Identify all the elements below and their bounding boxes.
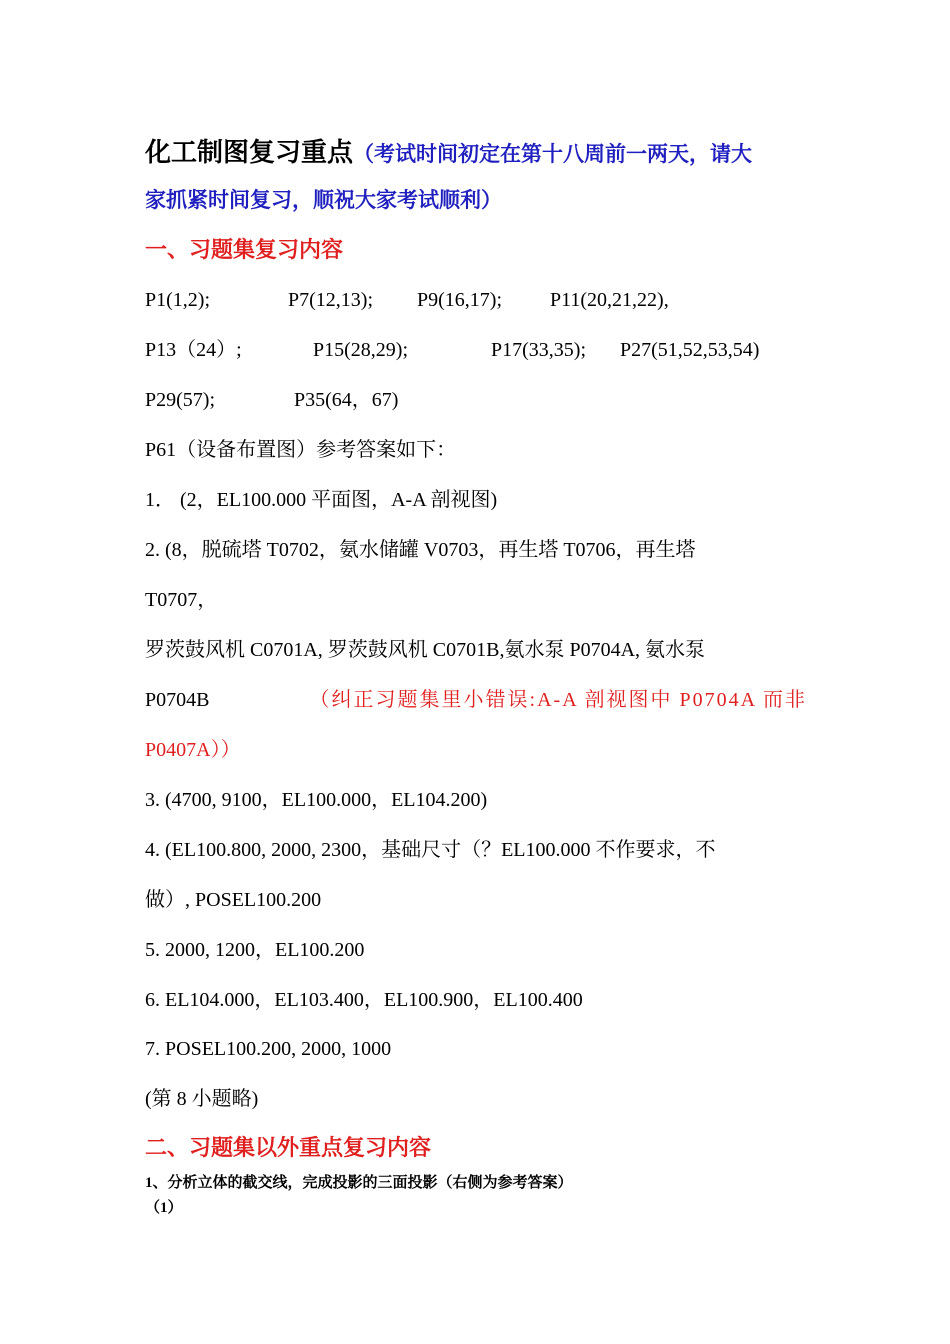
answer-3: 3. (4700, 9100，EL100.000，EL104.200) xyxy=(145,789,488,811)
answer-2-pump: P0704B xyxy=(145,689,210,711)
page-ref: P17(33,35); xyxy=(491,339,586,361)
document-title xyxy=(145,136,752,171)
answer-7: 7. POSEL100.200, 2000, 1000 xyxy=(145,1038,392,1060)
page-ref: P29(57); xyxy=(145,389,215,411)
answer-4-line-1: 4. (EL100.800, 2000, 2300，基础尺寸（？EL100.000 不作要求，不 xyxy=(145,839,716,861)
page-ref: P35(64，67) xyxy=(294,389,399,411)
page-ref: P1(1,2); xyxy=(145,289,210,311)
answer-2-line-4 xyxy=(145,686,807,714)
answer-6: 6. EL104.000，EL103.400，EL100.900，EL100.400 xyxy=(145,989,583,1011)
answer-1: 1． (2，EL100.000 平面图，A-A 剖视图) xyxy=(145,489,498,511)
p61-intro: P61（设备布置图）参考答案如下： xyxy=(145,439,457,461)
answer-2-line-2: T0707， xyxy=(145,589,218,611)
page-ref: P15(28,29); xyxy=(313,339,408,361)
answer-2-line-3: 罗茨鼓风机 C0701A, 罗茨鼓风机 C0701B,氨水泵 P0704A, 氨水泵 xyxy=(145,639,706,661)
answer-2-correction-end: P0407A）） xyxy=(145,739,241,761)
answer-2-correction: （纠正习题集里小错误:A-A 剖视图中 P0704A 而非 xyxy=(309,689,807,711)
answer-2-line-1: 2. (8，脱硫塔 T0702，氨水储罐 V0703，再生塔 T0706，再生塔 xyxy=(145,539,696,561)
question-1: 1、分析立体的截交线，完成投影的三面投影（右侧为参考答案） xyxy=(145,1175,573,1191)
page-ref: P7(12,13); xyxy=(288,289,373,311)
page-ref: P9(16,17); xyxy=(417,289,502,311)
title-note-line-1: （考试时间初定在第十八周前一两天，请大 xyxy=(353,142,753,166)
answer-8-note: (第 8 小题略) xyxy=(145,1088,259,1110)
section-heading-1: 一、习题集复习内容 xyxy=(145,237,344,262)
title-main: 化工制图复习重点 xyxy=(145,138,354,167)
title-note-line-2: 家抓紧时间复习，顺祝大家考试顺利） xyxy=(145,188,502,212)
page-ref: P13（24）; xyxy=(145,339,242,361)
page-ref: P11(20,21,22), xyxy=(550,289,669,311)
answer-4-line-2: 做）, POSEL100.200 xyxy=(145,889,322,911)
question-1-sub: （1） xyxy=(145,1200,183,1216)
answer-5: 5. 2000, 1200，EL100.200 xyxy=(145,939,365,961)
page-ref: P27(51,52,53,54) xyxy=(620,339,760,361)
section-heading-2: 二、习题集以外重点复习内容 xyxy=(145,1135,432,1160)
